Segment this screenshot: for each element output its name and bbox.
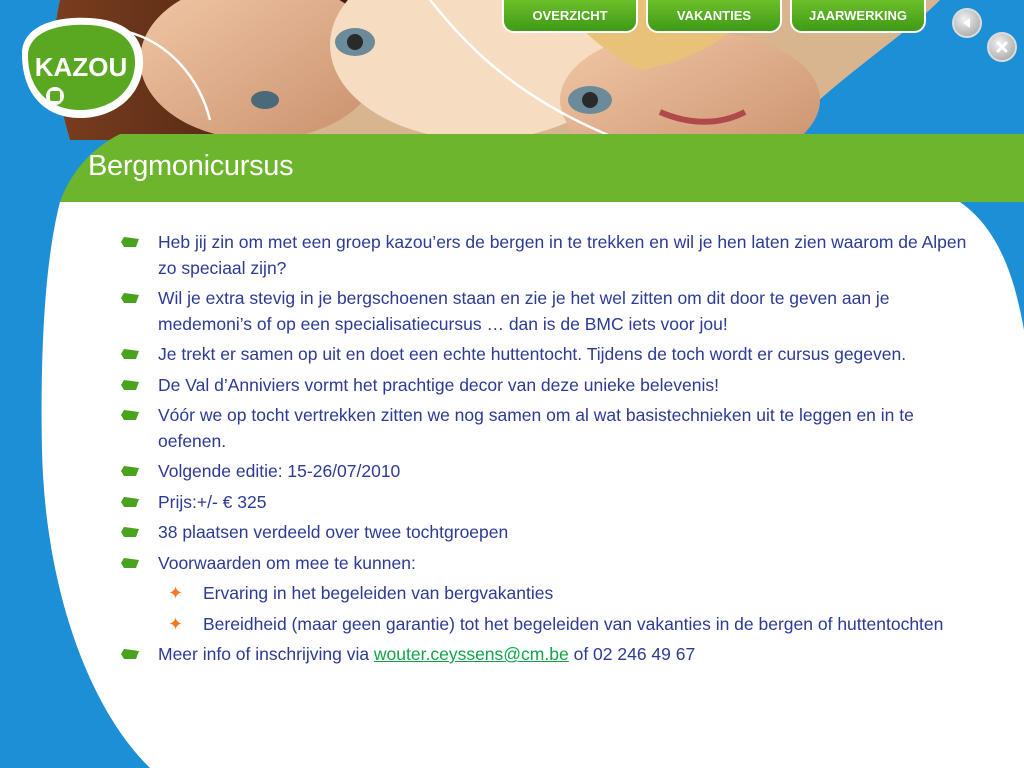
list-item: Heb jij zin om met een groep kazou’ers de bergen in te trekken en wil je hen laten zien waarom de Alpen zo speciaal zijn? <box>120 230 980 281</box>
back-arrow-icon <box>960 16 974 30</box>
bullet-icon <box>120 648 140 660</box>
list-item: 38 plaatsen verdeeld over twee tochtgroepen <box>120 520 980 546</box>
sub-list-item: ✦ Bereidheid (maar geen garantie) tot het begeleiden van vakanties in de bergen of huttentochten <box>120 612 980 638</box>
page-title: Bergmonicursus <box>88 150 294 182</box>
back-button[interactable] <box>952 8 982 38</box>
email-link[interactable]: wouter.ceyssens@cm.be <box>373 644 569 664</box>
list-item: Je trekt er samen op uit en doet een echte huttentocht. Tijdens de toch wordt er cursus gegeven. <box>120 342 980 368</box>
cm-badge-icon <box>46 87 64 105</box>
star-bullet-icon: ✦ <box>168 583 184 603</box>
bullet-icon <box>120 348 140 360</box>
bullet-icon <box>120 292 140 304</box>
bullet-icon <box>120 379 140 391</box>
contact-item <box>120 642 980 668</box>
bullet-icon <box>120 496 140 508</box>
list-item: Prijs:+/- € 325 <box>120 490 980 516</box>
star-bullet-icon: ✦ <box>168 613 184 634</box>
sub-list-item: ✦ Ervaring in het begeleiden van bergvakanties <box>120 581 980 607</box>
bullet-list <box>120 230 980 673</box>
list-item: Wil je extra stevig in je bergschoenen staan en zie je het wel zitten om dit door te geven aan je medemoni’s of op een specialisatiecursus … dan is de BMC iets voor jou! <box>120 286 980 337</box>
kazou-logo[interactable] <box>10 14 148 122</box>
bullet-icon <box>120 409 140 421</box>
close-icon <box>995 40 1009 54</box>
bullet-icon <box>120 526 140 538</box>
bullet-icon <box>120 236 140 248</box>
bullet-icon <box>120 465 140 477</box>
list-item: Volgende editie: 15-26/07/2010 <box>120 459 980 485</box>
list-item: De Val d’Anniviers vormt het prachtige decor van deze unieke belevenis! <box>120 373 980 399</box>
list-item: Vóór we op tocht vertrekken zitten we nog samen om al wat basistechnieken uit te leggen en in te oefenen. <box>120 403 980 454</box>
contact-prefix: Meer info of inschrijving via <box>158 644 374 664</box>
tab-vakanties[interactable]: VAKANTIES <box>646 0 782 33</box>
contact-suffix: of 02 246 49 67 <box>568 644 696 664</box>
tab-overzicht[interactable]: OVERZICHT <box>502 0 638 33</box>
tab-jaarwerking[interactable]: JAARWERKING <box>790 0 926 33</box>
bullet-icon <box>120 557 140 569</box>
logo-text: KAZOU <box>34 52 128 82</box>
list-item: Voorwaarden om mee te kunnen: <box>120 551 980 577</box>
close-button[interactable] <box>987 32 1017 62</box>
